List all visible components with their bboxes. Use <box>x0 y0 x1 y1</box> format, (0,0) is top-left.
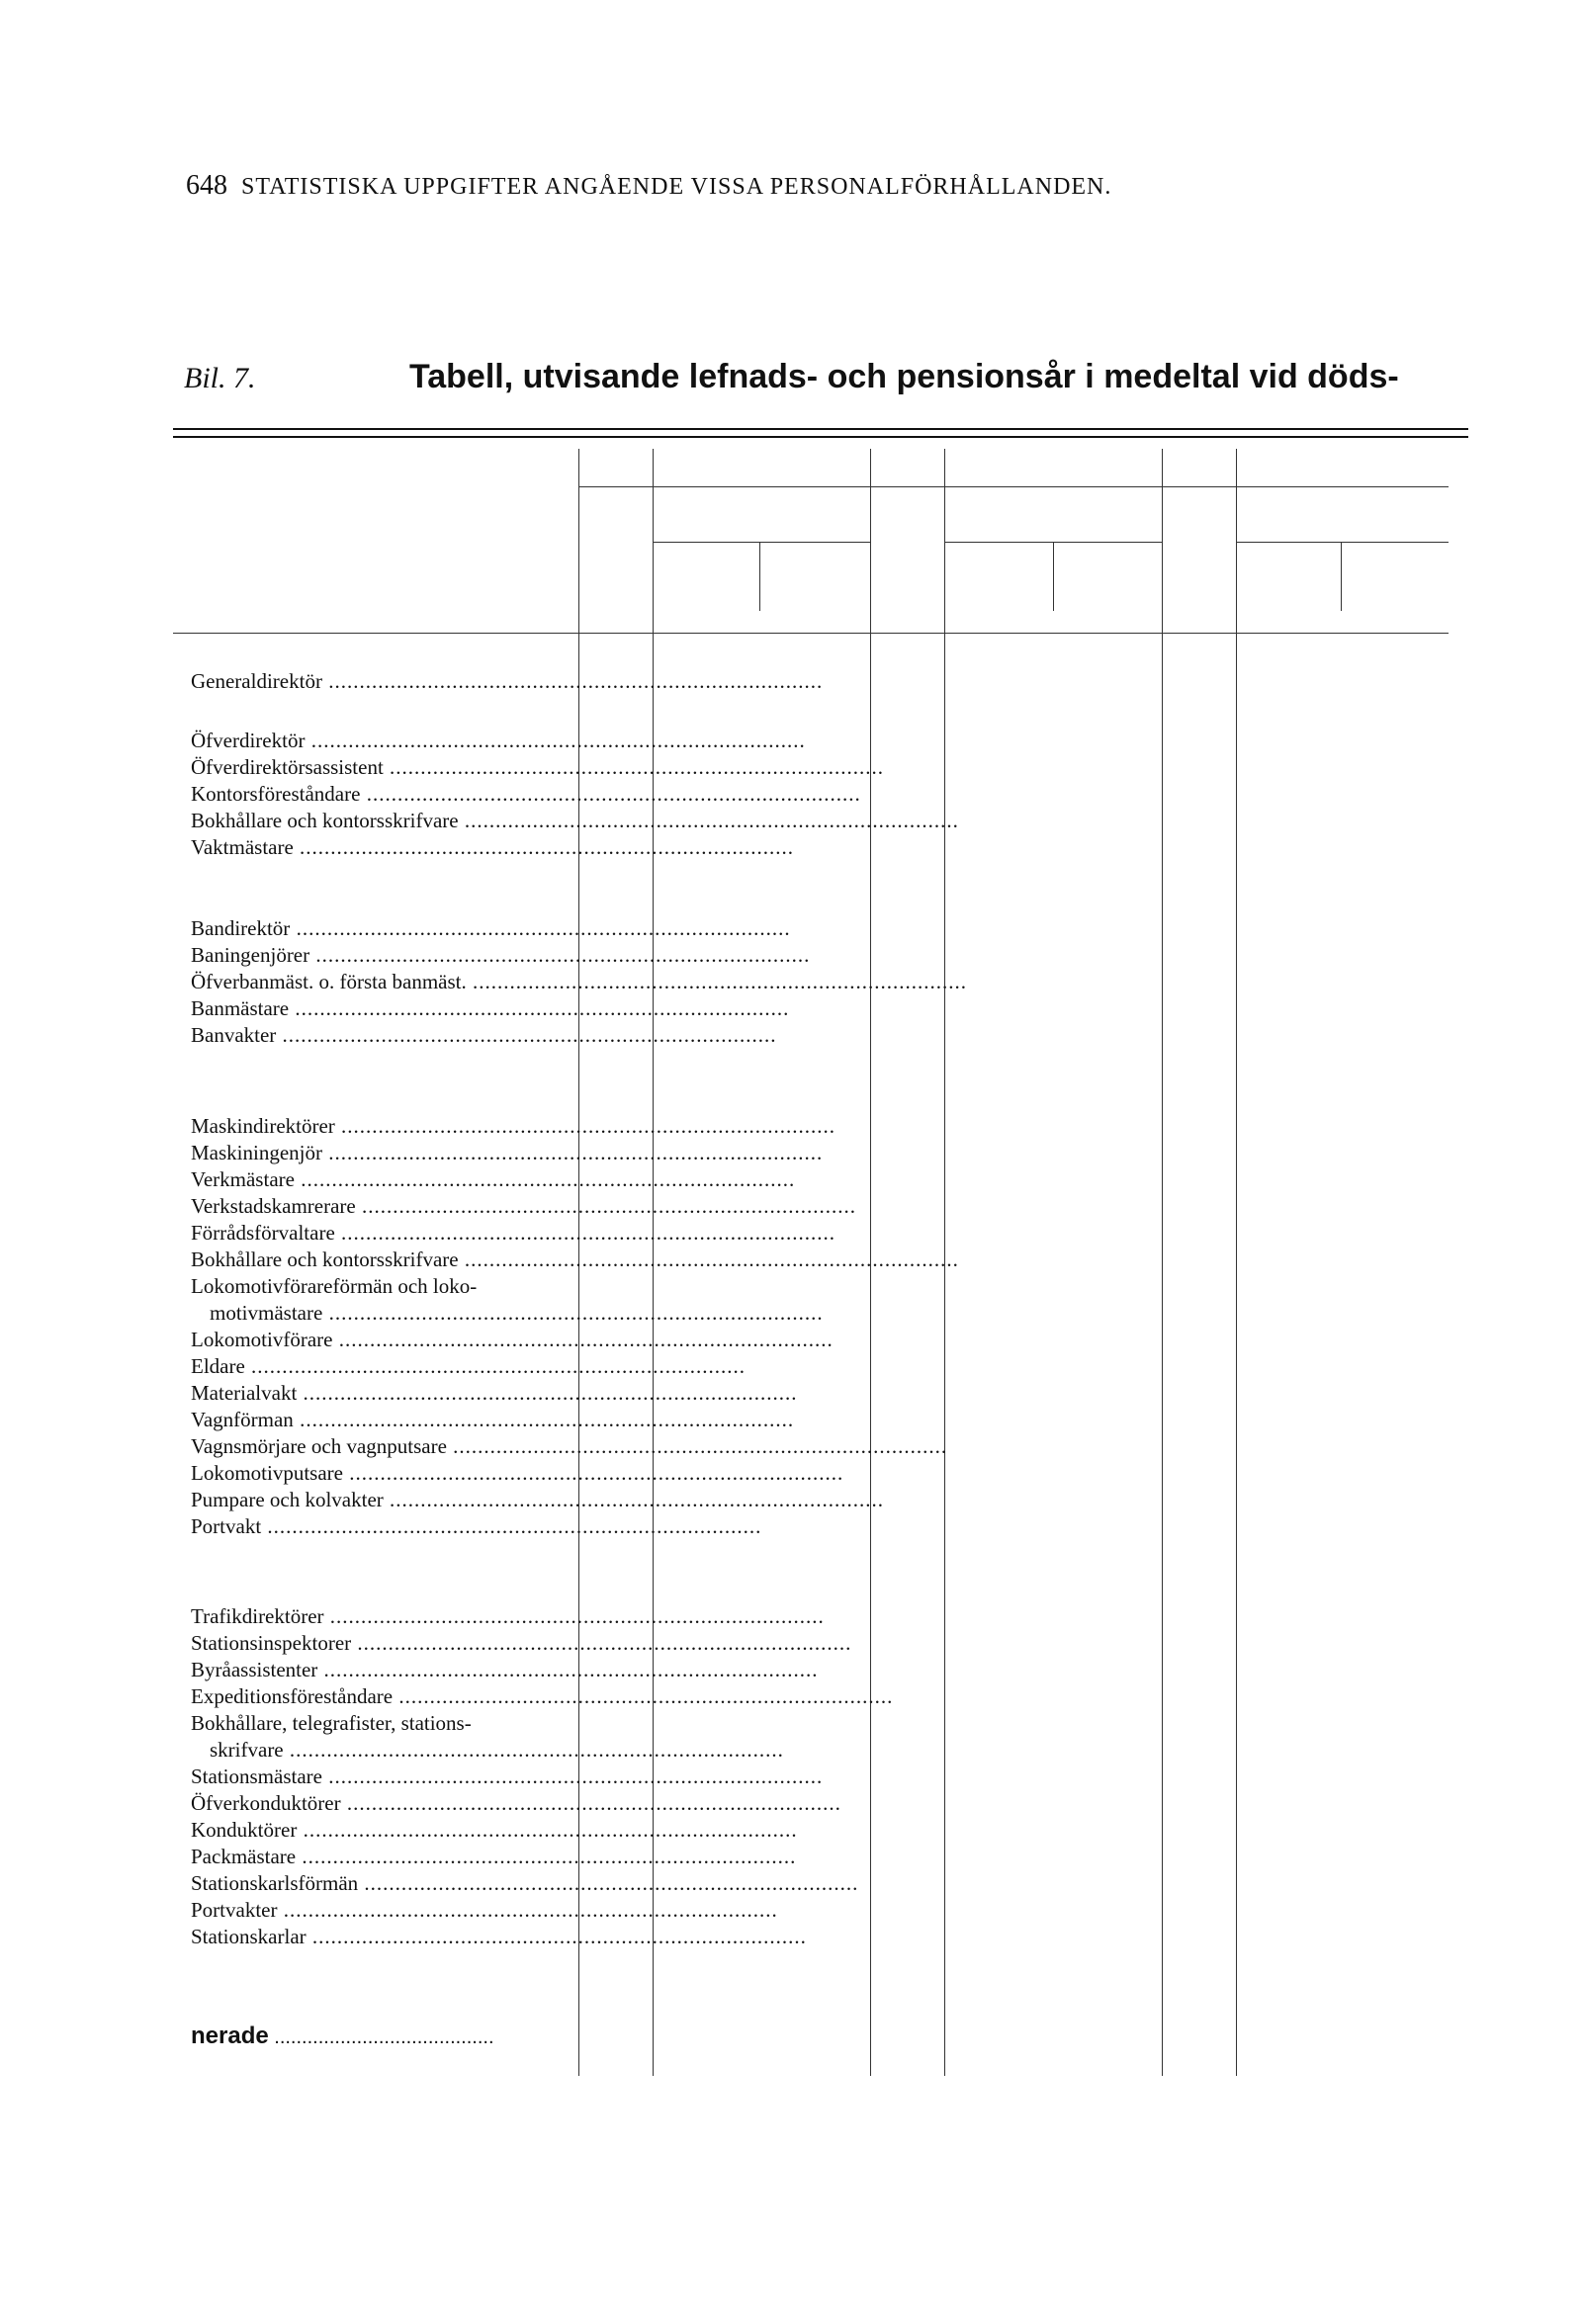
row-label-text: skrifvare <box>210 1738 284 1762</box>
row-label-text: Banmästare <box>191 996 290 1020</box>
inner-divider <box>1341 542 1342 611</box>
dot-leader: ................................................................................ <box>306 1925 807 1948</box>
running-title: STATISTISKA UPPGIFTER ANGÅENDE VISSA PERSONALFÖRHÅLLANDEN. <box>241 174 1112 200</box>
row-label-text: Lokomotivförareförmän och loko- <box>191 1274 478 1298</box>
row-label <box>191 669 824 694</box>
row-label <box>191 1604 825 1629</box>
row-label <box>191 755 885 780</box>
row-label <box>191 1871 859 1896</box>
row-label-text: Lokomotivförare <box>191 1328 333 1351</box>
row-label <box>191 1898 778 1923</box>
dot-leader: ................................................................................ <box>358 1871 859 1895</box>
dot-leader: ................................................................................ <box>334 1221 836 1245</box>
row-label <box>191 943 811 968</box>
dot-leader: ................................................................................ <box>322 1301 824 1325</box>
dot-leader: ................................................................................ <box>383 755 885 779</box>
row-label <box>191 1167 796 1192</box>
dot-leader: ................................................................................ <box>321 1141 824 1164</box>
row-label <box>191 1925 807 1949</box>
dot-leader: ................................................................................ <box>283 1738 784 1762</box>
table-reference: Bil. 7. <box>184 362 256 394</box>
row-label-text: Lokomotivputsare <box>191 1461 343 1485</box>
column-divider <box>1162 449 1163 2076</box>
row-label <box>191 1488 885 1512</box>
row-label <box>191 996 790 1021</box>
row-label-text: Portvakter <box>191 1898 278 1922</box>
row-label <box>191 1514 762 1539</box>
dot-leader: ................................................................................ <box>277 1898 778 1922</box>
row-label <box>191 1765 824 1789</box>
row-label-text: Expeditionsföreståndare <box>191 1684 394 1708</box>
row-label-text: Materialvakt <box>191 1381 298 1405</box>
row-label-text: Bokhållare, telegrafister, stations- <box>191 1711 472 1735</box>
row-label <box>191 1381 798 1406</box>
dot-leader: ........................................ <box>268 2026 494 2048</box>
row-label-text: Stationsmästare <box>191 1765 322 1788</box>
running-header <box>186 170 1111 202</box>
dot-leader: ................................................................................ <box>309 943 811 967</box>
dot-leader: ................................................................................ <box>261 1514 762 1538</box>
row-label <box>191 1818 798 1843</box>
column-divider <box>1236 449 1237 2076</box>
dot-leader: ................................................................................ <box>340 1791 841 1815</box>
row-label <box>191 1658 819 1682</box>
row-label <box>191 729 806 753</box>
row-label <box>191 1684 894 1709</box>
row-label-text: Trafikdirektörer <box>191 1604 324 1628</box>
dot-leader: ................................................................................ <box>297 1381 798 1405</box>
row-label <box>191 1461 844 1486</box>
row-label-text: Generaldirektör <box>191 669 322 693</box>
period-rule <box>578 486 1449 487</box>
row-label <box>191 1791 841 1816</box>
row-label <box>191 1711 578 1736</box>
row-label <box>191 1194 856 1219</box>
dot-leader: ................................................................................ <box>393 1684 894 1708</box>
dot-leader: ................................................................................ <box>294 1167 796 1191</box>
row-label-text: Bokhållare och kontorsskrifvare <box>191 1248 459 1271</box>
dot-leader: ................................................................................ <box>466 970 968 993</box>
dot-leader: ................................................................................ <box>293 835 795 859</box>
dot-leader: ................................................................................ <box>317 1658 819 1681</box>
row-label-text: Baningenjörer <box>191 943 310 967</box>
dot-leader: ................................................................................ <box>276 1023 777 1047</box>
dot-leader: ................................................................................ <box>297 1818 798 1842</box>
row-label-text: Verkmästare <box>191 1167 295 1191</box>
row-label-text: Öfverkonduktörer <box>191 1791 341 1815</box>
row-label-text: Vaktmästare <box>191 835 294 859</box>
row-label <box>191 782 861 807</box>
dot-leader: ................................................................................ <box>360 782 861 806</box>
row-label-text: Byråassistenter <box>191 1658 318 1681</box>
header-bottom-rule <box>173 633 1449 634</box>
row-label-text: Vagnsmörjare och vagnputsare <box>191 1434 447 1458</box>
dot-leader: ................................................................................ <box>342 1461 844 1485</box>
row-label-text: Vagnförman <box>191 1408 294 1431</box>
footer-label-text: nerade <box>191 2023 269 2049</box>
row-label <box>210 1738 784 1763</box>
row-label <box>191 916 791 941</box>
row-label-text: Öfverbanmäst. o. första banmäst. <box>191 970 467 993</box>
row-label <box>191 970 968 994</box>
dot-leader: ................................................................................ <box>383 1488 885 1511</box>
top-rule-1 <box>173 428 1468 430</box>
dot-leader: ................................................................................ <box>351 1631 852 1655</box>
row-label <box>191 1248 959 1272</box>
dot-leader: ................................................................................ <box>293 1408 795 1431</box>
row-label <box>210 1301 824 1326</box>
row-label-text: Bandirektör <box>191 916 291 940</box>
footer-label-2 <box>191 2023 578 2050</box>
row-label-text: Stationskarlsförmän <box>191 1871 359 1895</box>
medeltal-rule <box>653 542 870 543</box>
row-label-text: Portvakt <box>191 1514 262 1538</box>
row-label <box>191 1845 797 1869</box>
row-label-text: Förrådsförvaltare <box>191 1221 335 1245</box>
row-label <box>191 1631 852 1656</box>
row-label-text: Maskindirektörer <box>191 1114 335 1138</box>
dot-leader: ................................................................................ <box>334 1114 836 1138</box>
row-label-text: Banvakter <box>191 1023 277 1047</box>
medeltal-rule <box>1236 542 1449 543</box>
row-label <box>191 1114 836 1139</box>
dot-leader: ................................................................................ <box>323 1604 825 1628</box>
row-label <box>191 1141 824 1165</box>
row-label-text: motivmästare <box>210 1301 323 1325</box>
row-label-text: Stationsinspektorer <box>191 1631 352 1655</box>
dot-leader: ................................................................................ <box>332 1328 834 1351</box>
dot-leader: ................................................................................ <box>446 1434 948 1458</box>
row-label <box>191 1023 777 1048</box>
row-label-text: Öfverdirektörsassistent <box>191 755 384 779</box>
dot-leader: ................................................................................ <box>296 1845 797 1868</box>
row-label <box>191 835 795 860</box>
inner-divider <box>1053 542 1054 611</box>
row-label <box>191 809 959 833</box>
page-number: 648 <box>186 170 227 201</box>
row-label <box>191 1354 747 1379</box>
dot-leader: ................................................................................ <box>289 996 790 1020</box>
row-label-text: Verkstadskamrerare <box>191 1194 356 1218</box>
inner-divider <box>759 542 760 611</box>
row-label-text: Öfverdirektör <box>191 729 306 752</box>
table-title: Tabell, utvisande lefnads- och pensionsår i medeltal vid döds- <box>409 358 1399 395</box>
row-label-text: Konduktörer <box>191 1818 298 1842</box>
dot-leader: ................................................................................ <box>458 809 959 832</box>
dot-leader: ................................................................................ <box>321 1765 824 1788</box>
row-label-text: Packmästare <box>191 1845 297 1868</box>
dot-leader: ................................................................................ <box>458 1248 959 1271</box>
row-label <box>191 1408 795 1432</box>
row-label-text: Bokhållare och kontorsskrifvare <box>191 809 459 832</box>
row-label-text: Pumpare och kolvakter <box>191 1488 384 1511</box>
row-label <box>191 1328 834 1352</box>
row-label-text: Kontorsföreståndare <box>191 782 361 806</box>
dot-leader: ................................................................................ <box>290 916 791 940</box>
dot-leader: ................................................................................ <box>321 669 824 693</box>
row-label <box>191 1221 836 1246</box>
row-label-text: Stationskarlar <box>191 1925 307 1948</box>
row-label <box>191 1274 578 1299</box>
dot-leader: ................................................................................ <box>244 1354 747 1378</box>
row-label <box>191 1434 948 1459</box>
top-rule-2 <box>173 436 1468 438</box>
dot-leader: ................................................................................ <box>305 729 806 752</box>
dot-leader: ................................................................................ <box>355 1194 856 1218</box>
row-label-text: Eldare <box>191 1354 245 1378</box>
row-label-text: Maskiningenjör <box>191 1141 322 1164</box>
